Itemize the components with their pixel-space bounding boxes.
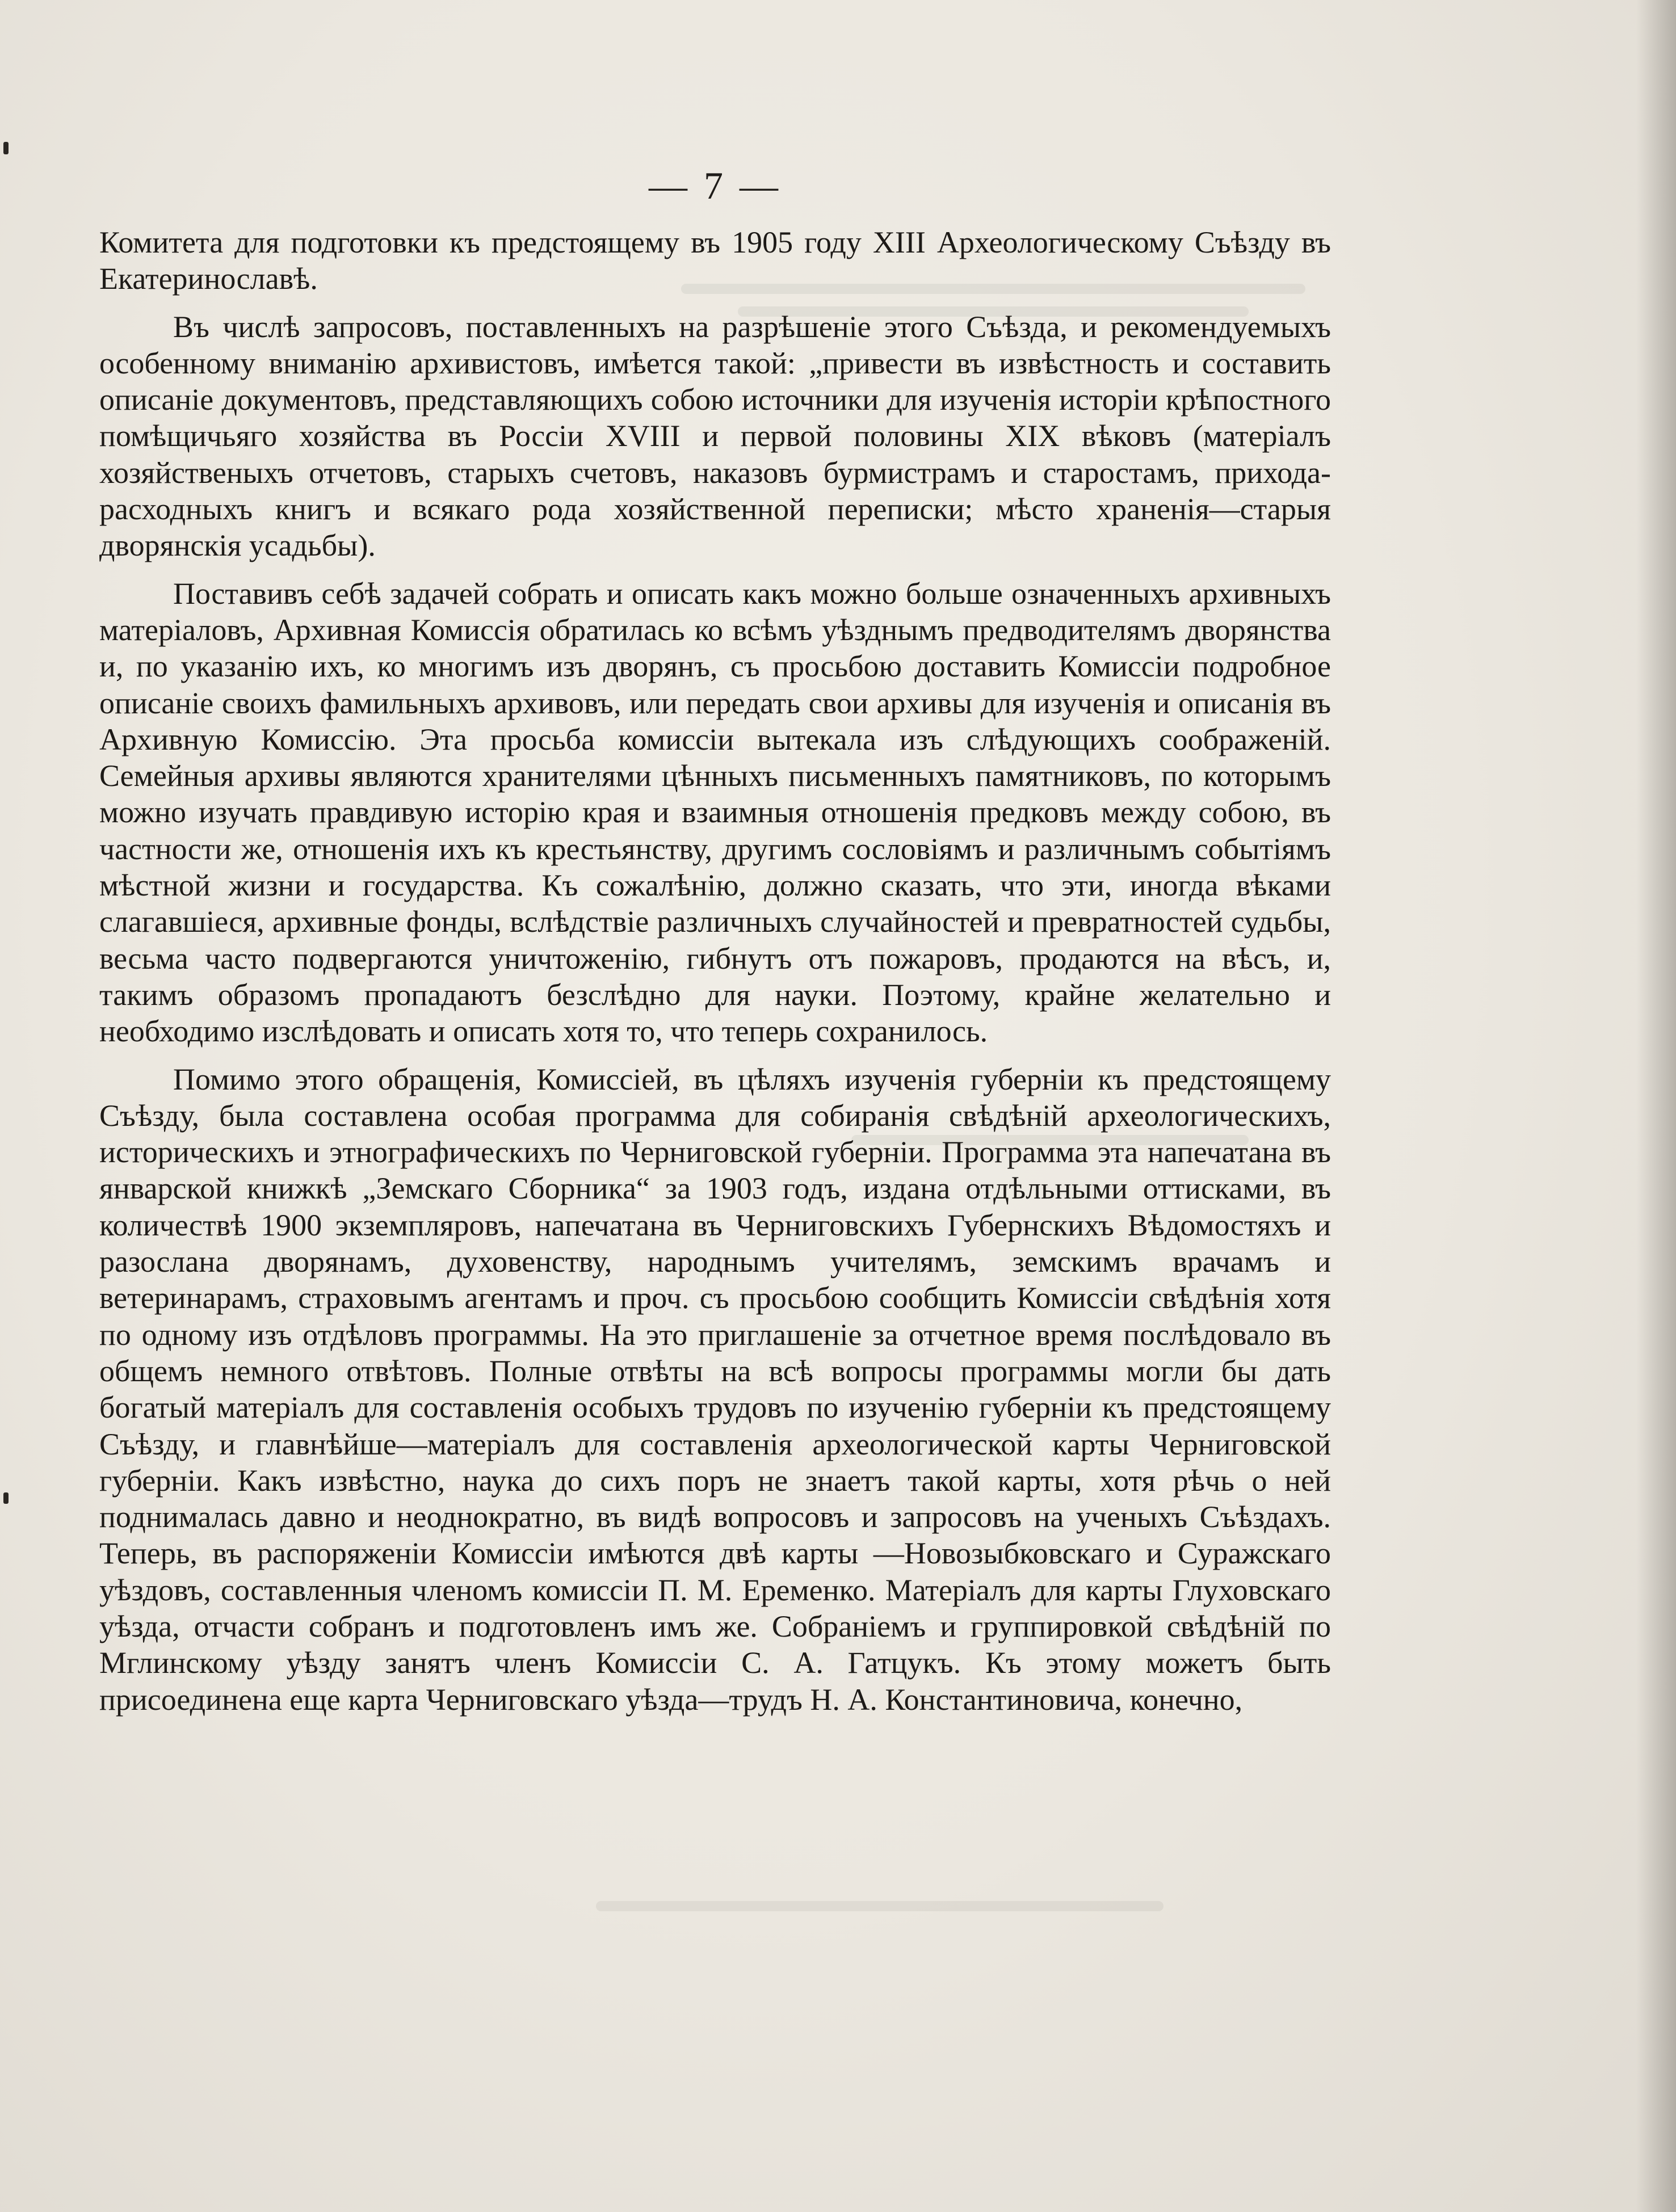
- body-text: [99, 224, 1331, 1718]
- paragraph: Въ числѣ запросовъ, поставленныхъ на разрѣшеніе этого Съѣзда, и рекомендуемыхъ особенному вниманію архивистовъ, имѣется такой: „привести въ извѣстность и составить описаніе документовъ, представляющихъ собою источники для изученія исторіи крѣпостного помѣщичьяго хозяйства въ Россіи XVIII и первой половины XIX вѣковъ (матеріалъ хозяйственыхъ отчетовъ, старыхъ счетовъ, наказовъ бурмистрамъ и старостамъ, прихода-расходныхъ книгъ и всякаго рода хозяйственной переписки; мѣсто храненія—старыя дворянскія усадьбы).: [99, 309, 1331, 563]
- page-edge-shadow: [1636, 0, 1676, 2212]
- paragraph: Поставивъ себѣ задачей собрать и описать какъ можно больше означенныхъ архивныхъ матеріаловъ, Архивная Комиссія обратилась ко всѣмъ уѣзднымъ предводителямъ дворянства и, по указанію ихъ, ко многимъ изъ дворянъ, съ просьбою доставить Комиссіи подробное описаніе своихъ фамильныхъ архивовъ, или передать свои архивы для изученія и описанія въ Архивную Комиссію. Эта просьба комиссіи вытекала изъ слѣдующихъ соображеній. Семейныя архивы являются хранителями цѣнныхъ письменныхъ памятниковъ, по которымъ можно изучать правдивую исторію края и взаимныя отношенія предковъ между собою, въ частности же, отношенія ихъ къ крестьянству, другимъ сословіямъ и различнымъ событіямъ мѣстной жизни и государства. Къ сожалѣнію, должно сказать, что эти, иногда вѣками слагавшіеся, архивные фонды, вслѣдствіе различныхъ случайностей и превратностей судьбы, весьма часто подвергаются уничтоженію, гибнутъ отъ пожаровъ, продаются на вѣсъ, и, такимъ образомъ пропадаютъ безслѣдно для науки. Поэтому, крайне желательно и необходимо изслѣдовать и описать хотя то, что теперь сохранилось.: [99, 576, 1331, 1049]
- paragraph: Комитета для подготовки къ предстоящему въ 1905 году XIII Археологическому Съѣзду въ Екатеринославѣ.: [99, 225, 1331, 296]
- margin-mark: [3, 1492, 9, 1504]
- bleed-through-shadow: [596, 1901, 1163, 1911]
- paragraph: Помимо этого обращенія, Комиссіей, въ цѣляхъ изученія губерніи къ предстоящему Съѣзду, была составлена особая программа для собиранія свѣдѣній археологическихъ, историческихъ и этнографическихъ по Черниговской губерніи. Программа эта напечатана въ январской книжкѣ „Земскаго Сборника“ за 1903 годъ, издана отдѣльными оттисками, въ количествѣ 1900 экземпляровъ, напечатана въ Черниговскихъ Губернскихъ Вѣдомостяхъ и разослана дворянамъ, духовенству, народнымъ учителямъ, земскимъ врачамъ и ветеринарамъ, страховымъ агентамъ и проч. съ просьбою сообщить Комиссіи свѣдѣнія хотя по одному изъ отдѣловъ программы. На это приглашеніе за отчетное время послѣдовало въ общемъ немного отвѣтовъ. Полные отвѣты на всѣ вопросы программы могли бы дать богатый матеріалъ для составленія особыхъ трудовъ по изученію губерніи къ предстоящему Съѣзду, и главнѣйше—матеріалъ для составленія археологической карты Черниговской губерніи. Какъ извѣстно, наука до сихъ поръ не знаетъ такой карты, хотя рѣчь о ней поднималась давно и неоднократно, въ видѣ вопросовъ и запросовъ на ученыхъ Съѣздахъ. Теперь, въ распоряженіи Комиссіи имѣются двѣ карты —Новозыбковскаго и Суражскаго уѣздовъ, составленныя членомъ комиссіи П. М. Еременко. Матеріалъ для карты Глуховскаго уѣзда, отчасти собранъ и подготовленъ имъ же. Собраніемъ и группировкой свѣдѣній по Мглинскому уѣзду занятъ членъ Комиссіи С. А. Гатцукъ. Къ этому можетъ быть присоединена еще карта Черниговскаго уѣзда—трудъ Н. А. Константиновича, конечно,: [99, 1062, 1331, 1717]
- margin-mark: [3, 142, 9, 154]
- page-number: — 7 —: [649, 164, 782, 207]
